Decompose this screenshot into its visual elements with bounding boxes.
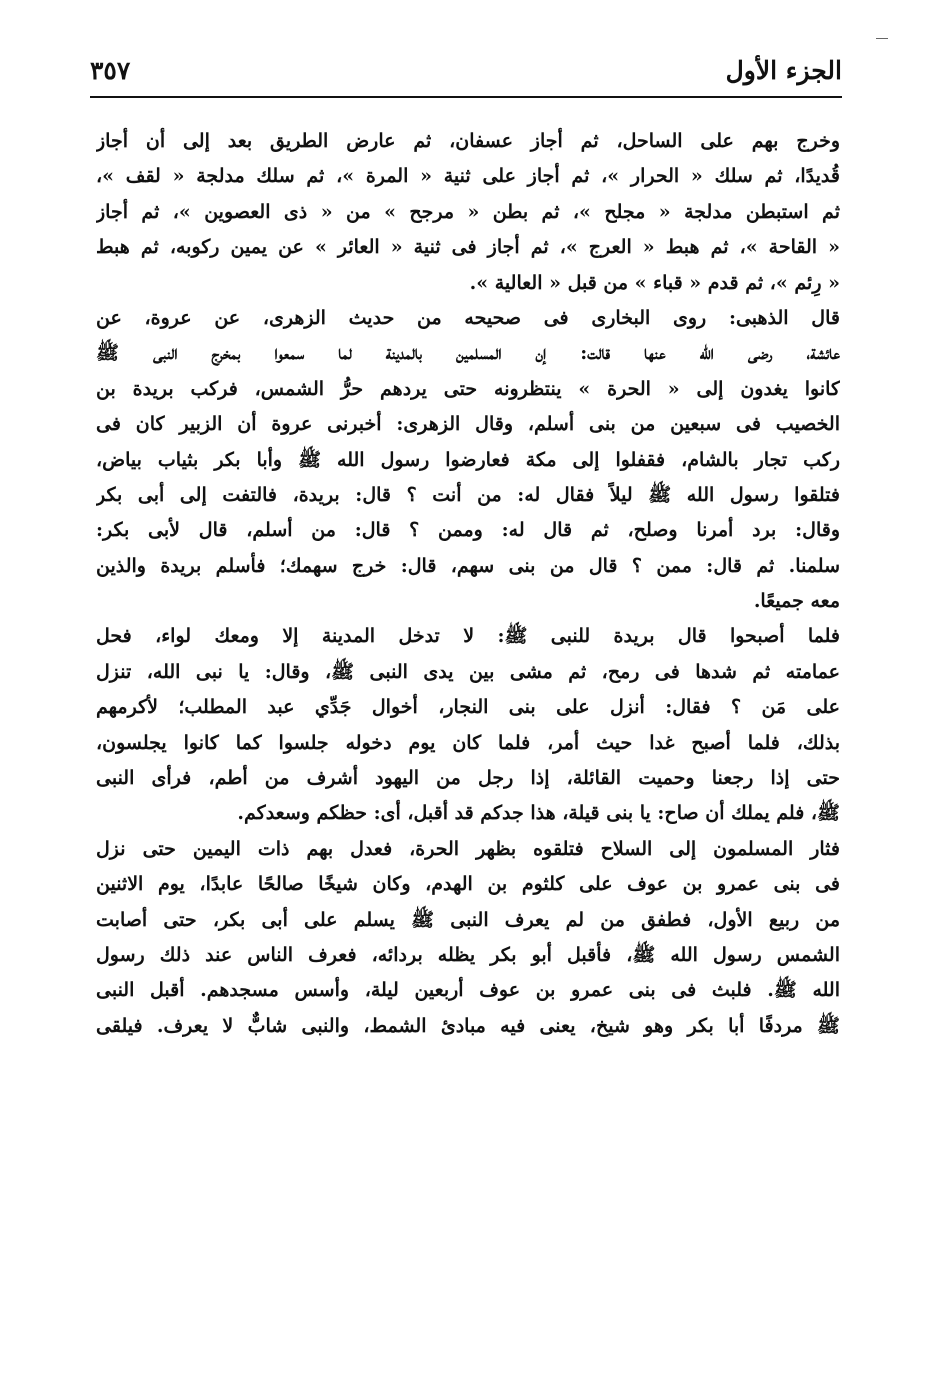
scan-mark — [876, 38, 888, 39]
text-line: « رِئم »، ثم قدم « قباء » من قبل « العالية ». — [469, 271, 840, 294]
text-line: عائشة، رضى الله عنها قالت: إن المسلمين بالمدينة لما سمعوا بمخرج النبى ﷺ — [96, 342, 840, 365]
body-text — [96, 124, 840, 1044]
header-rule — [90, 96, 842, 98]
text-line: ثم استبطن مدلجة « مجلح »، ثم بطن « مرجح » من « ذى العصوين »، ثم أجاز — [96, 200, 840, 223]
text-line: فتلقوا رسول الله ﷺ ليلاً فقال له: من أنت ؟ قال: بريدة، فالتفت إلى أبى بكر — [96, 483, 840, 506]
text-line: كانوا يغدون إلى « الحرة » ينتظرونه حتى يردهم حرُّ الشمس، فركب بريدة بن — [96, 377, 840, 400]
text-line: ﷺ مردفًا أبا بكر وهو شيخ، يعنى فيه مبادئ الشمط، والنبى شابٌّ لا يعرف. فيلقى — [96, 1014, 840, 1037]
text-line: ﷺ، فلم يملك أن صاح: يا بنى قيلة، هذا جدكم قد أقبل، أى: حظكم وسعدكم. — [237, 802, 840, 825]
text-line: فى بنى عمرو بن عوف على كلثوم بن الهدم، وكان شيخًا صالحًا عابدًا، يوم الاثنين — [96, 873, 840, 896]
text-line: على مَن ؟ فقال: أنزل على بنى النجار، أخوال جَدِّي عبد المطلب؛ لأكرمهم — [96, 696, 840, 719]
text-line: قُديدًا، ثم سلك « الحرار »، ثم أجاز على ثنية « المرة »، ثم سلك مدلجة « لقف »، — [96, 165, 840, 188]
text-line: من ربيع الأول، فطفق من لم يعرف النبى ﷺ يسلم على أبى بكر، حتى أصابت — [96, 908, 840, 931]
page-header — [90, 52, 842, 92]
text-line: بذلك، فلما أصبح غدا حيث أمر، فلما كان يوم دخوله جلسوا كما كانوا يجلسون، — [96, 731, 840, 754]
running-title: الجزء الأول — [725, 56, 842, 85]
text-line: وخرج بهم على الساحل، ثم أجاز عسفان، ثم عارض الطريق بعد إلى أن أجاز — [96, 130, 840, 152]
text-line: الشمس رسول الله ﷺ، فأقبل أبو بكر يظله بردائه، فعرف الناس عند ذلك رسول — [96, 943, 840, 966]
text-line: الخصيب فى سبعين من بنى أسلم، وقال الزهرى: أخبرنى عروة أن الزبير كان فى — [96, 413, 840, 436]
text-line: حتى إذا رجعنا وحميت القائلة، إذا رجل من اليهود أشرف من أطم، فرأى النبى — [96, 767, 840, 790]
text-line: وقال: برد أمرنا وصلح، ثم قال له: وممن ؟ قال: من أسلم، قال لأبى بكر: — [96, 519, 840, 542]
text-line: ركب تجار بالشام، فقفلوا إلى مكة فعارضوا رسول الله ﷺ وأبا بكر بثياب بياض، — [96, 448, 840, 471]
page-number: ٣٥٧ — [90, 56, 131, 85]
text-line: قال الذهبى: روى البخارى فى صحيحه من حديث الزهرى، عن عروة، عن — [96, 306, 840, 329]
text-line: سلمنا. ثم قال: ممن ؟ قال من بنى سهم، قال: خرج سهمك؛ فأسلم بريدة والذين — [96, 554, 840, 577]
text-line: عمامته ثم شدها فى رمح، ثم مشى بين يدى النبى ﷺ، وقال: يا نبى الله، تنزل — [96, 660, 840, 683]
text-line: الله ﷺ. فلبث فى بنى عمرو بن عوف أربعين ليلة، وأسس مسجدهم. أقبل النبى — [96, 979, 840, 1002]
text-line: فلما أصبحوا قال بريدة للنبى ﷺ: لا تدخل المدينة إلا ومعك لواء، فحل — [96, 625, 840, 648]
text-line: معه جميعًا. — [753, 590, 840, 613]
text-line: فثار المسلمون إلى السلاح فتلقوه بظهر الحرة، فعدل بهم ذات اليمين حتى نزل — [96, 837, 840, 860]
text-line: « القاحة »، ثم هبط « العرج »، ثم أجاز فى ثنية « العائر » عن يمين ركوبه، ثم هبط — [96, 236, 840, 259]
